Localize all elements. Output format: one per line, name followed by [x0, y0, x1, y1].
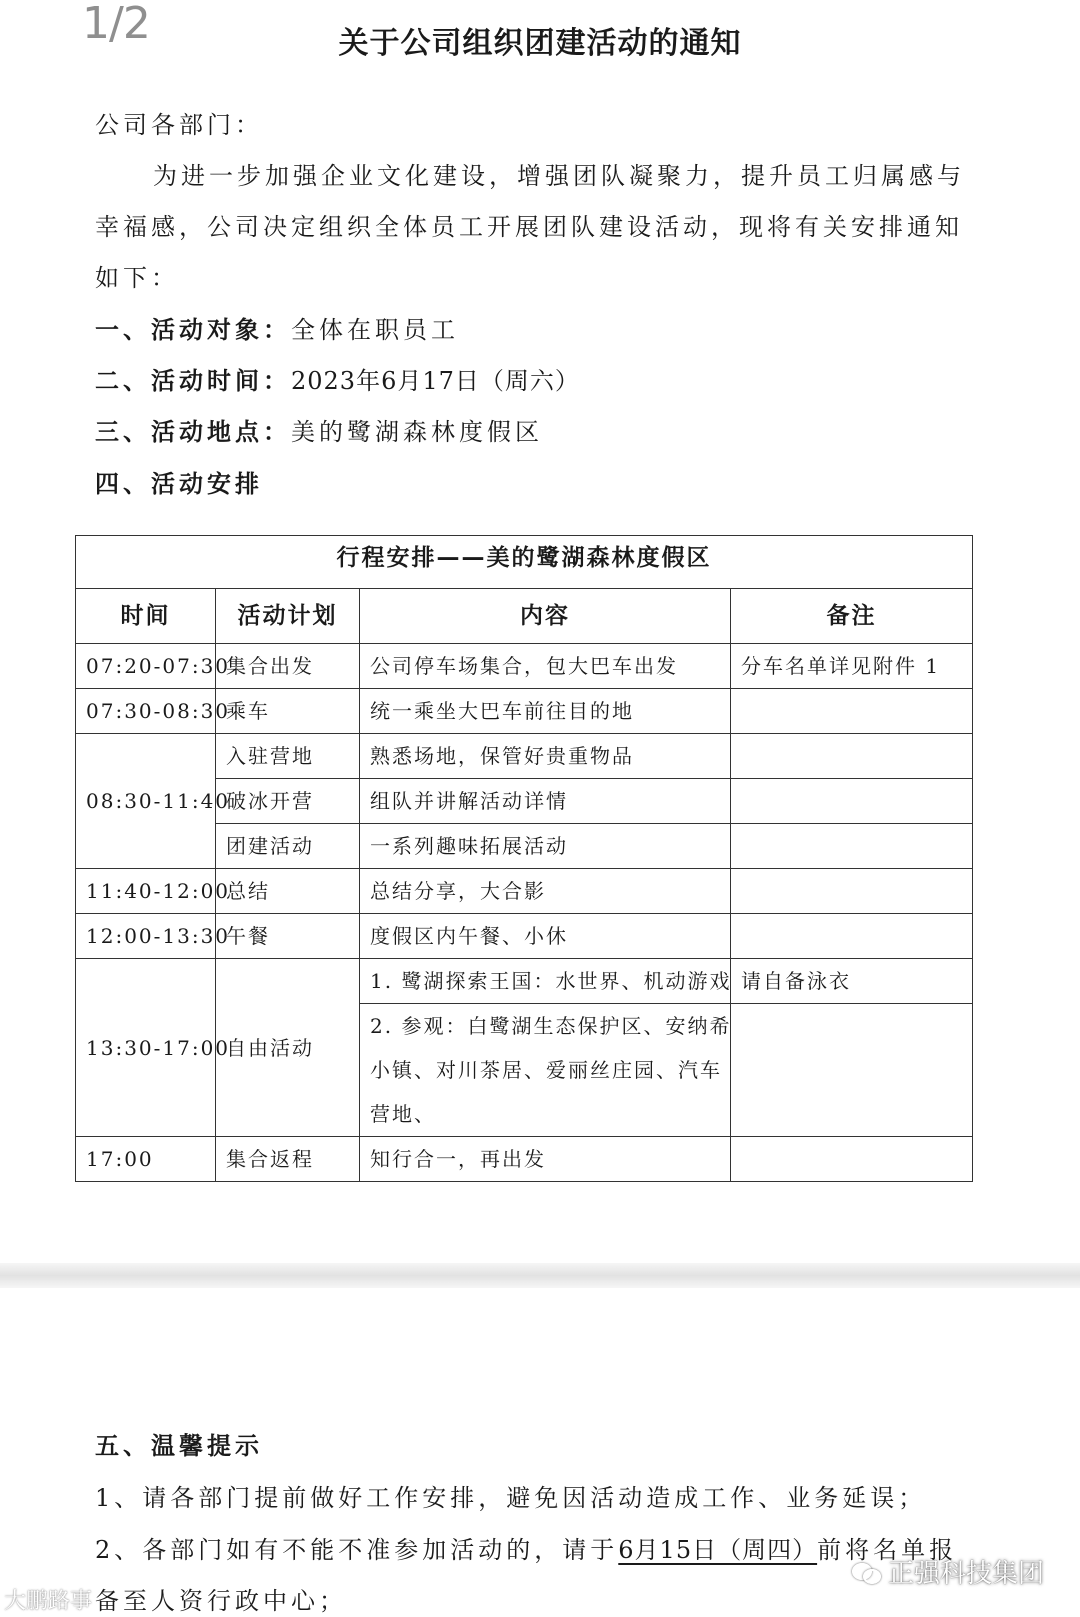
cell-note	[731, 1137, 973, 1182]
cell-plan: 集合返程	[216, 1137, 360, 1182]
cell-time: 07:30-08:30	[76, 689, 216, 734]
cell-note	[731, 914, 973, 959]
table-row	[76, 644, 973, 689]
section-4-heading: 四、活动安排	[95, 470, 263, 498]
content-line: 营地、	[370, 1102, 436, 1126]
tip-1: 1、请各部门提前做好工作安排，避免因活动造成工作、业务延误；	[95, 1484, 927, 1512]
cell-content: 知行合一，再出发	[360, 1137, 731, 1182]
cell-note	[731, 1004, 973, 1137]
item-time-value: 2023年6月17日（周六）	[291, 367, 580, 395]
table-row	[76, 734, 973, 779]
content-line: 小镇、对川茶居、爱丽丝庄园、汽车	[370, 1058, 722, 1082]
header-note: 备注	[731, 589, 973, 644]
cell-time: 17:00	[76, 1137, 216, 1182]
cell-plan: 入驻营地	[216, 734, 360, 779]
watermark-left	[4, 1584, 92, 1615]
cell-note: 分车名单详见附件 1	[731, 644, 973, 689]
cell-plan: 自由活动	[216, 959, 360, 1137]
cell-plan: 总结	[216, 869, 360, 914]
table-row	[76, 689, 973, 734]
cell-content: 组队并讲解活动详情	[360, 779, 731, 824]
cell-note	[731, 734, 973, 779]
watermark-right	[852, 1553, 1044, 1590]
tip-2-line-2: 备至人资行政中心；	[95, 1587, 347, 1615]
wechat-icon	[852, 1559, 882, 1585]
table-row	[76, 959, 973, 1004]
schedule-table	[75, 535, 973, 1182]
item-place-value: 美的鹭湖森林度假区	[291, 418, 543, 446]
table-row	[76, 869, 973, 914]
cell-content: 总结分享，大合影	[360, 869, 731, 914]
cell-time: 08:30-11:40	[76, 734, 216, 869]
watermark-right-text: 正强科技集团	[887, 1559, 1044, 1589]
tip-2	[95, 1530, 957, 1565]
intro-line-3: 如下：	[95, 264, 179, 292]
cell-content: 统一乘坐大巴车前往目的地	[360, 689, 731, 734]
cell-time: 12:00-13:30	[76, 914, 216, 959]
tip-2-suffix: 前将名单报	[817, 1536, 958, 1564]
cell-note	[731, 779, 973, 824]
cell-note	[731, 824, 973, 869]
table-row	[76, 1137, 973, 1182]
item-place	[95, 412, 543, 447]
item-time-label: 二、活动时间：	[95, 367, 291, 395]
header-plan: 活动计划	[216, 589, 360, 644]
cell-note	[731, 869, 973, 914]
cell-plan: 团建活动	[216, 824, 360, 869]
page-divider	[0, 1263, 1080, 1288]
cell-content: 熟悉场地，保管好贵重物品	[360, 734, 731, 779]
cell-content: 公司停车场集合，包大巴车出发	[360, 644, 731, 689]
header-time: 时间	[76, 589, 216, 644]
cell-time: 11:40-12:00	[76, 869, 216, 914]
table-row	[76, 914, 973, 959]
content-line: 2. 参观：白鹭湖生态保护区、安纳希	[370, 1014, 732, 1038]
header-content: 内容	[360, 589, 731, 644]
item-target	[95, 310, 459, 345]
cell-note	[731, 689, 973, 734]
cell-note: 请自备泳衣	[731, 959, 973, 1004]
item-target-value: 全体在职员工	[291, 316, 459, 344]
section-5-heading: 五、温馨提示	[95, 1432, 263, 1460]
intro-line-2: 幸福感，公司决定组织全体员工开展团队建设活动，现将有关安排通知	[95, 213, 963, 241]
cell-time: 13:30-17:00	[76, 959, 216, 1137]
intro-line-1: 为进一步加强企业文化建设，增强团队凝聚力，提升员工归属感与	[153, 162, 965, 190]
cell-content: 度假区内午餐、小休	[360, 914, 731, 959]
tip-2-date: 6月15日（周四）	[618, 1536, 818, 1564]
greeting: 公司各部门：	[95, 111, 263, 139]
cell-plan: 集合出发	[216, 644, 360, 689]
cell-content	[360, 1004, 731, 1137]
cell-plan: 乘车	[216, 689, 360, 734]
page-indicator: 1/2	[82, 0, 150, 49]
tip-2-prefix: 2、各部门如有不能不准参加活动的，请于	[95, 1536, 619, 1564]
document-title: 关于公司组织团建活动的通知	[338, 26, 742, 61]
item-target-label: 一、活动对象：	[95, 316, 291, 344]
item-time	[95, 361, 580, 396]
cell-plan: 破冰开营	[216, 779, 360, 824]
cell-time: 07:20-07:30	[76, 644, 216, 689]
table-caption: 行程安排——美的鹭湖森林度假区	[76, 536, 973, 589]
cell-plan: 午餐	[216, 914, 360, 959]
cell-content: 一系列趣味拓展活动	[360, 824, 731, 869]
cell-content: 1. 鹭湖探索王国：水世界、机动游戏	[360, 959, 731, 1004]
item-place-label: 三、活动地点：	[95, 418, 291, 446]
watermark-left-text: 大鹏路事	[4, 1589, 93, 1614]
